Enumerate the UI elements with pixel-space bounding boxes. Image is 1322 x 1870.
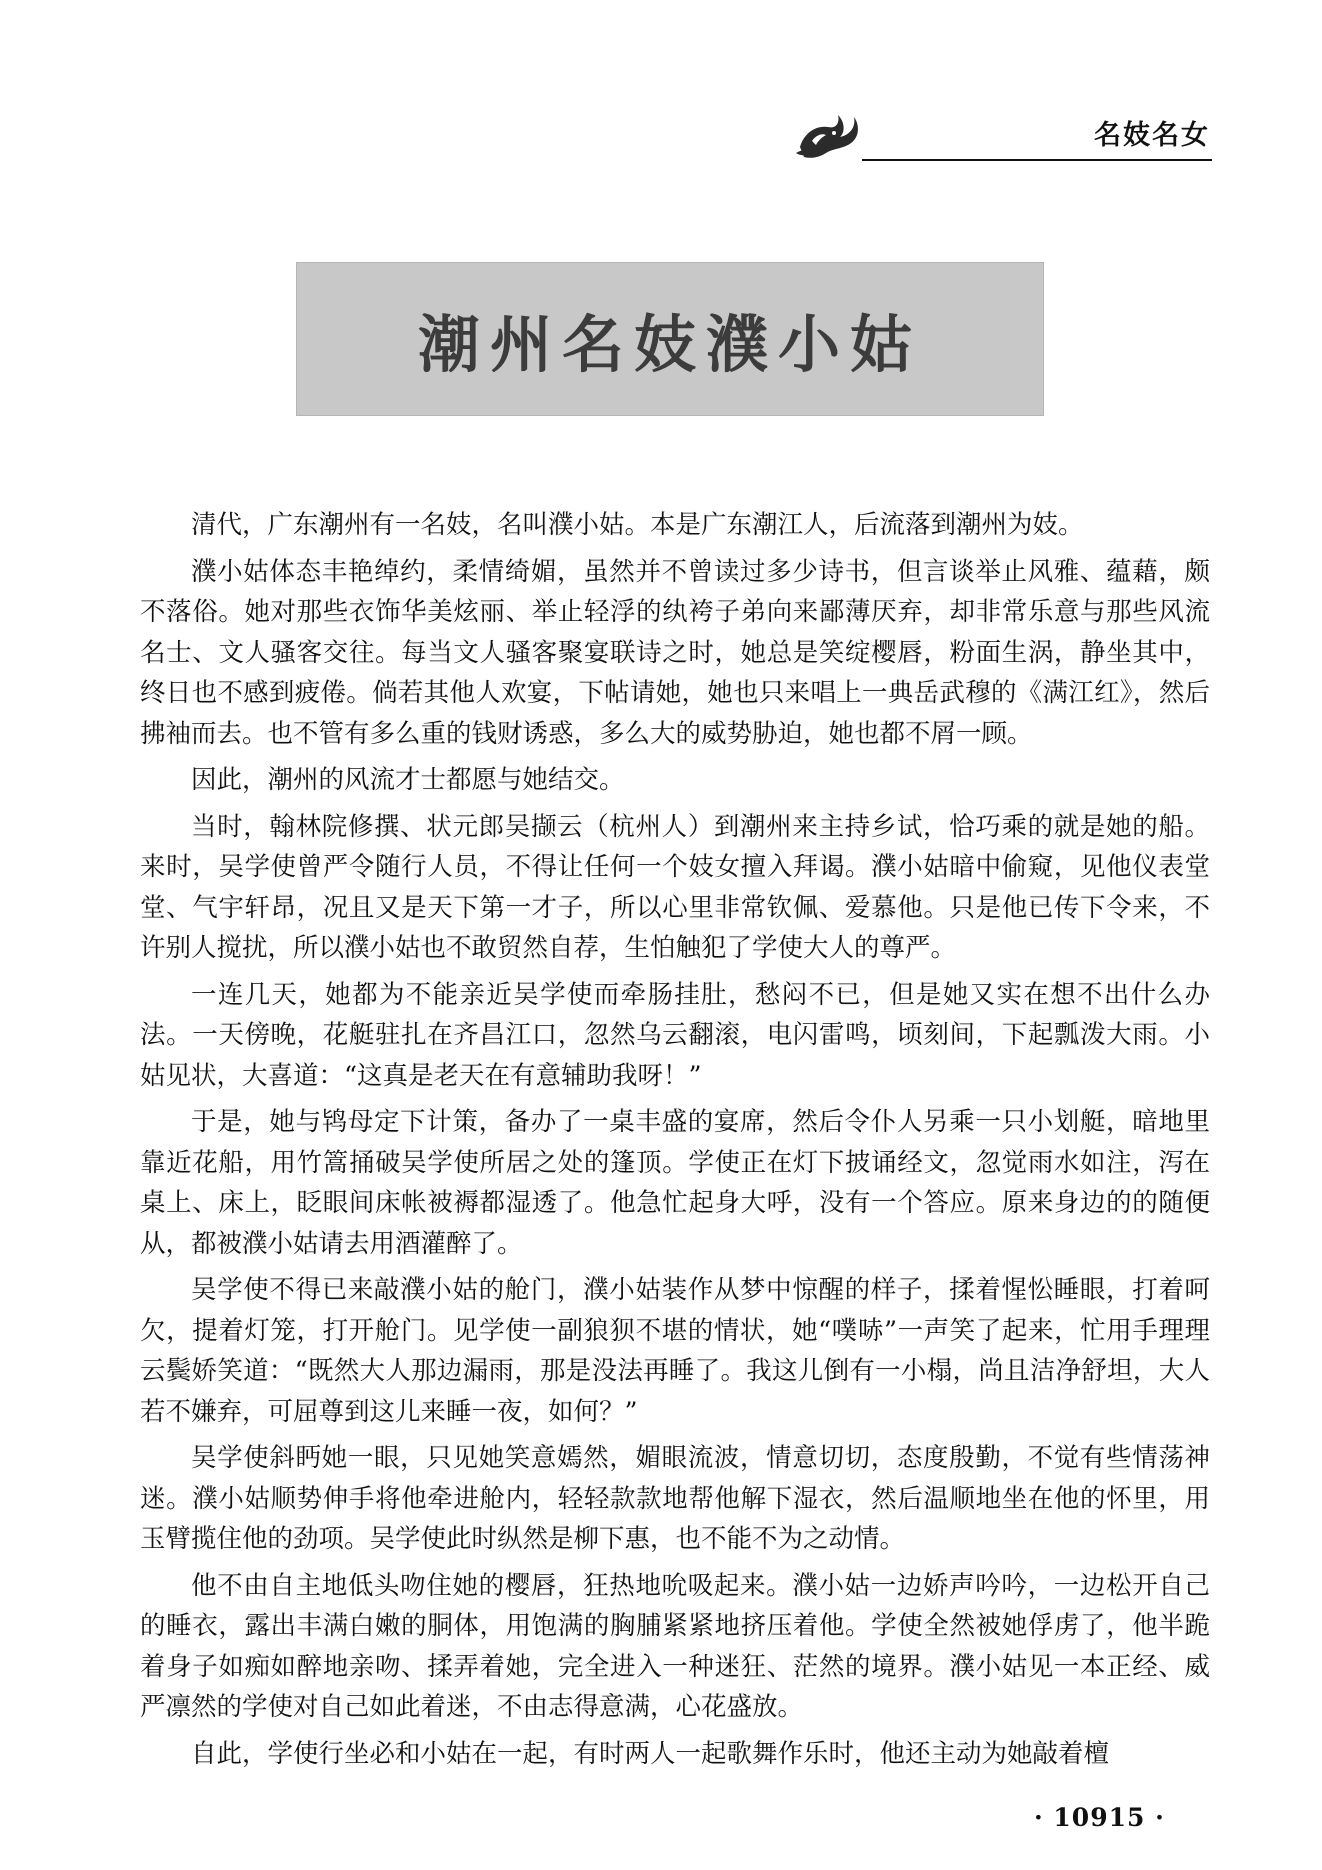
article-title-box <box>296 262 1044 416</box>
paragraph: 他不由自主地低头吻住她的樱唇，狂热地吮吸起来。濮小姑一边娇声吟吟，一边松开自己的睡衣，露出丰满白嫩的胴体，用饱满的胸脯紧紧地挤压着他。学使全然被她俘虏了，他半跪着身子如痴如醉地亲吻、揉弄着她，完全进入一种迷狂、茫然的境界。濮小姑见一本正经、威严凛然的学使对自己如此着迷，不由志得意满，心花盛放。 <box>140 1570 1210 1722</box>
paragraph: 吴学使斜眄她一眼，只见她笑意嫣然，媚眼流波，情意切切，态度殷勤，不觉有些情荡神迷。濮小姑顺势伸手将他牵进舱内，轻轻款款地帮他解下湿衣，然后温顺地坐在他的怀里，用玉臂揽住他的劲项。吴学使此时纵然是柳下惠，也不能不为之动情。 <box>140 1443 1210 1554</box>
section-title: 名妓名女 <box>1094 120 1210 151</box>
paragraph: 于是，她与鸨母定下计策，备办了一桌丰盛的宴席，然后令仆人另乘一只小划艇，暗地里靠近花船，用竹篙捅破吴学使所居之处的篷顶。学使正在灯下披诵经文，忽觉雨水如注，泻在桌上、床上，眨眼间床帐被褥都湿透了。他急忙起身大呼，没有一个答应。原来身边的的随便从，都被濮小姑请去用酒灌醉了。 <box>140 1107 1210 1259</box>
paragraph: 清代，广东潮州有一名妓，名叫濮小姑。本是广东潮江人，后流落到潮州为妓。 <box>191 510 1084 540</box>
article-body <box>140 505 1210 1780</box>
paragraph: 一连几天，她都为不能亲近吴学使而牵肠挂肚，愁闷不已，但是她又实在想不出什么办法。一天傍晚，花艇驻扎在齐昌江口，忽然乌云翻滚，电闪雷鸣，顷刻间，下起瓢泼大雨。小姑见状，大喜道：“这真是老天在有意辅助我呀！” <box>140 979 1210 1091</box>
paragraph: 当时，翰林院修撰、状元郎吴撷云（杭州人）到潮州来主持乡试，恰巧乘的就是她的船。来时，吴学使曾严令随行人员，不得让任何一个妓女擅入拜谒。濮小姑暗中偷窥，见他仪表堂堂、气宇轩昂，况且又是天下第一才子，所以心里非常钦佩、爱慕他。只是他已传下令来，不许别人搅扰，所以濮小姑也不敢贸然自荐，生怕触犯了学使大人的尊严。 <box>140 811 1210 963</box>
header-rule <box>862 159 1212 161</box>
article-title: 潮州名妓濮小姑 <box>417 307 922 381</box>
paragraph: 因此，潮州的风流才士都愿与她结交。 <box>191 765 625 795</box>
paragraph: 濮小姑体态丰艳绰约，柔情绮媚，虽然并不曾读过多少诗书，但言谈举止风雅、蕴藉，颇不落俗。她对那些衣饰华美炫丽、举止轻浮的纨袴子弟向来鄙薄厌弃，却非常乐意与那些风流名士、文人骚客交往。每当文人骚客聚宴联诗之时，她总是笑绽樱唇，粉面生涡，静坐其中，终日也不感到疲倦。倘若其他人欢宴，下帖请她，她也只来唱上一典岳武穆的《满江红》，然后拂袖而去。也不管有多么重的钱财诱惑，多么大的威势胁迫，她也都不屑一顾。 <box>140 556 1210 749</box>
page-number: · 10915 · <box>1034 1803 1165 1832</box>
paragraph: 自此，学使行坐必和小姑在一起，有时两人一起歌舞作乐时，他还主动为她敲着檀 <box>191 1738 1110 1769</box>
dragon-emblem-icon <box>790 103 868 165</box>
paragraph: 吴学使不得已来敲濮小姑的舱门，濮小姑装作从梦中惊醒的样子，揉着惺忪睡眼，打着呵欠，提着灯笼，打开舱门。见学使一副狼狈不堪的情状，她“噗哧”一声笑了起来，忙用手理理云鬓娇笑道：“既然大人那边漏雨，那是没法再睡了。我这儿倒有一小榻，尚且洁净舒坦，大人若不嫌弃，可屈尊到这儿来睡一夜，如何？” <box>140 1275 1210 1427</box>
running-header <box>790 95 1220 165</box>
